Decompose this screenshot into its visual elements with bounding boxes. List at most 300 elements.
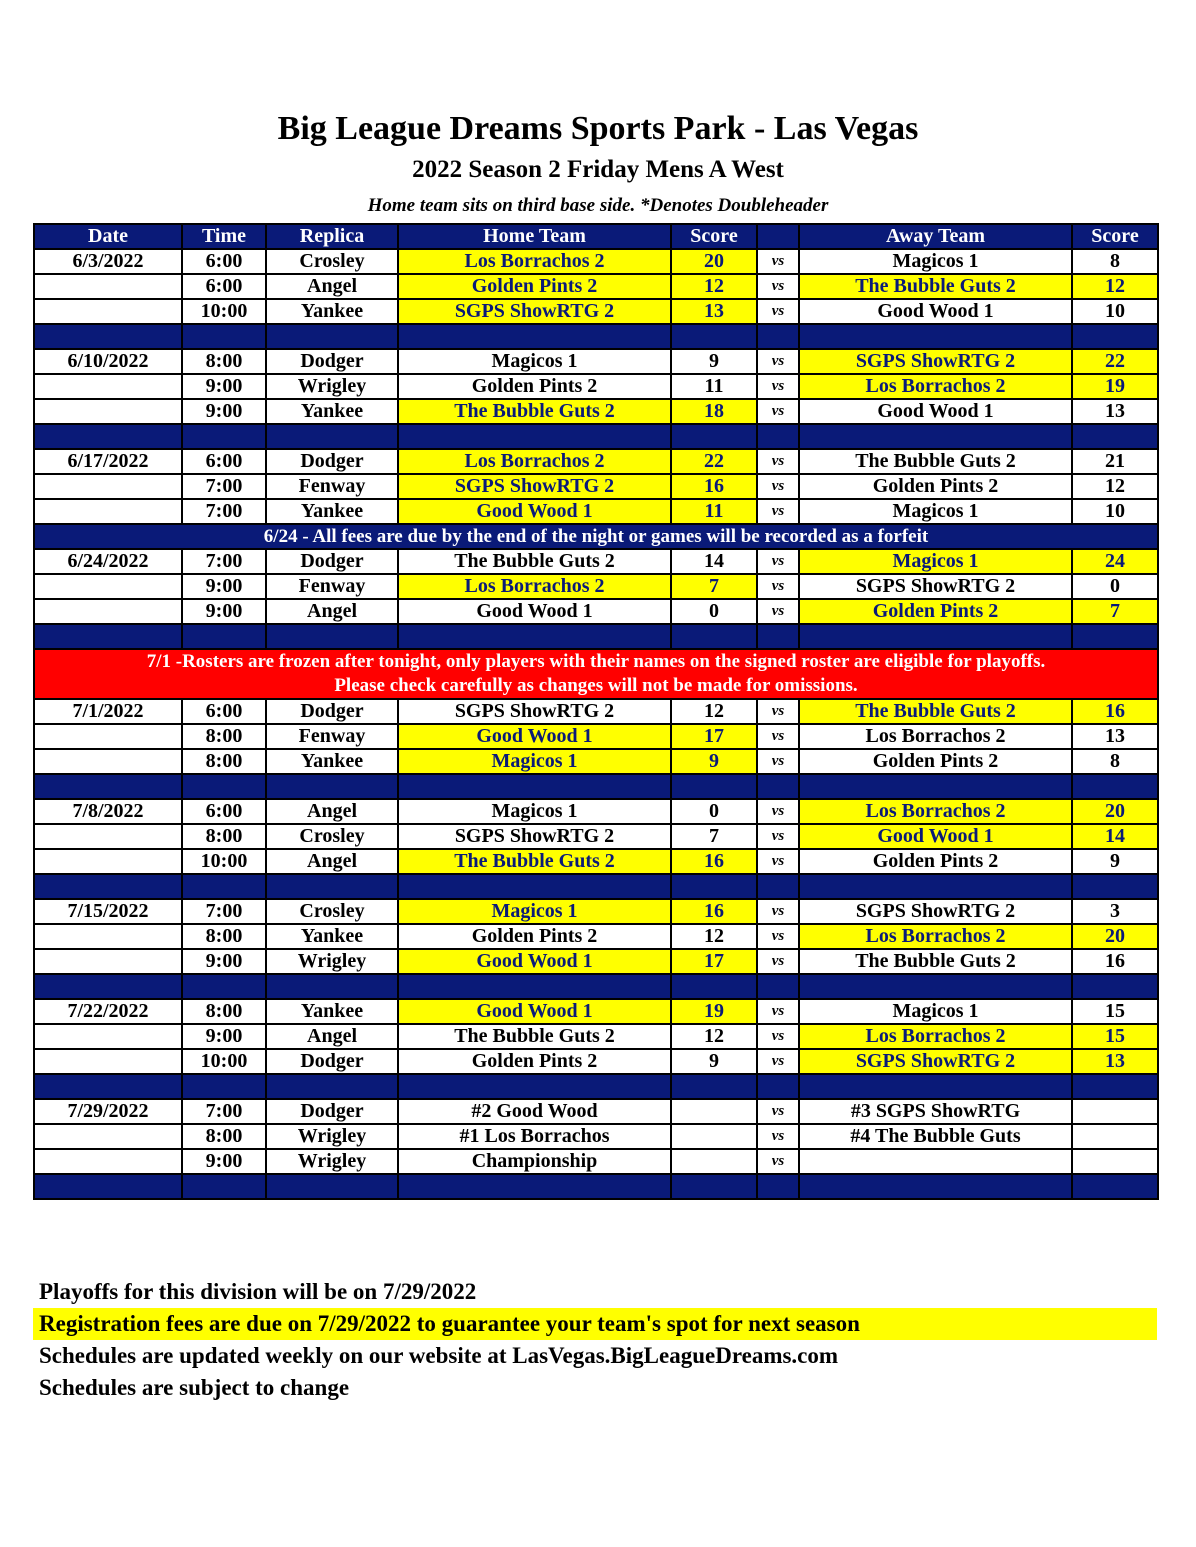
away-score-cell: 14 [1072,824,1158,849]
spacer-cell [757,974,799,999]
table-row [34,399,1158,424]
home-score-cell: 16 [671,849,757,874]
away-score-cell: 8 [1072,249,1158,274]
time-cell: 9:00 [182,949,266,974]
away-team-cell: Magicos 1 [799,499,1072,524]
away-team-cell: Good Wood 1 [799,824,1072,849]
spacer-cell [398,324,671,349]
home-score-cell: 11 [671,374,757,399]
date-cell [34,299,182,324]
away-team-cell: Golden Pints 2 [799,849,1072,874]
away-score-cell: 21 [1072,449,1158,474]
home-team-cell: #2 Good Wood [398,1099,671,1124]
spacer-cell [671,324,757,349]
away-score-cell [1072,1099,1158,1124]
home-score-cell: 12 [671,274,757,299]
home-team-cell: Good Wood 1 [398,724,671,749]
away-score-cell [1072,1124,1158,1149]
table-row [34,374,1158,399]
time-cell: 9:00 [182,599,266,624]
page-title: Big League Dreams Sports Park - Las Vegas [277,110,919,147]
vs-cell: vs [757,274,799,299]
spacer-cell [671,1174,757,1199]
schedule-table [33,223,1159,1200]
home-team-cell: The Bubble Guts 2 [398,399,671,424]
time-cell: 8:00 [182,924,266,949]
home-team-cell: The Bubble Guts 2 [398,1024,671,1049]
replica-cell: Wrigley [266,374,398,399]
date-cell [34,1024,182,1049]
date-cell: 6/10/2022 [34,349,182,374]
alert-row [34,649,1158,699]
replica-cell: Fenway [266,724,398,749]
table-row [34,549,1158,574]
date-cell [34,574,182,599]
date-cell [34,374,182,399]
date-cell [34,924,182,949]
spacer-cell [398,974,671,999]
table-row [34,849,1158,874]
away-team-cell: Good Wood 1 [799,299,1072,324]
date-cell [34,949,182,974]
table-row [34,574,1158,599]
spacer-cell [1072,874,1158,899]
replica-cell: Fenway [266,574,398,599]
time-cell: 7:00 [182,499,266,524]
away-score-cell: 13 [1072,724,1158,749]
away-score-cell: 3 [1072,899,1158,924]
home-team-cell: Golden Pints 2 [398,1049,671,1074]
time-cell: 6:00 [182,799,266,824]
home-score-cell: 16 [671,474,757,499]
spacer-cell [34,1174,182,1199]
footer-highlight-note: Registration fees are due on 7/29/2022 to guarantee your team's spot for next season [33,1308,1157,1340]
vs-cell: vs [757,749,799,774]
footer-note: Schedules are subject to change [39,1375,350,1400]
time-cell: 9:00 [182,574,266,599]
spacer-row [34,624,1158,649]
away-team-cell: Magicos 1 [799,549,1072,574]
spacer-cell [1072,324,1158,349]
away-team-cell: SGPS ShowRTG 2 [799,1049,1072,1074]
table-row [34,699,1158,724]
replica-cell: Yankee [266,924,398,949]
away-score-cell: 7 [1072,599,1158,624]
table-row [34,749,1158,774]
time-cell: 9:00 [182,1149,266,1174]
date-cell: 6/17/2022 [34,449,182,474]
home-team-cell: Golden Pints 2 [398,924,671,949]
spacer-cell [799,324,1072,349]
vs-cell: vs [757,824,799,849]
date-cell [34,749,182,774]
vs-cell: vs [757,349,799,374]
time-cell: 6:00 [182,274,266,299]
page-subtitle: 2022 Season 2 Friday Mens A West [412,156,784,183]
home-team-cell: SGPS ShowRTG 2 [398,299,671,324]
away-team-cell: The Bubble Guts 2 [799,949,1072,974]
schedule-body [34,249,1158,1199]
spacer-row [34,324,1158,349]
home-score-cell: 7 [671,574,757,599]
home-score-cell: 20 [671,249,757,274]
spacer-cell [757,324,799,349]
spacer-cell [266,974,398,999]
time-cell: 8:00 [182,349,266,374]
time-cell: 6:00 [182,449,266,474]
spacer-cell [671,974,757,999]
spacer-cell [182,624,266,649]
vs-cell: vs [757,1024,799,1049]
spacer-row [34,1074,1158,1099]
replica-cell: Crosley [266,899,398,924]
home-score-cell: 0 [671,799,757,824]
time-cell: 7:00 [182,1099,266,1124]
replica-cell: Angel [266,599,398,624]
home-team-cell: SGPS ShowRTG 2 [398,699,671,724]
vs-cell: vs [757,1049,799,1074]
time-cell: 10:00 [182,299,266,324]
spacer-cell [671,774,757,799]
vs-cell: vs [757,399,799,424]
replica-cell: Crosley [266,824,398,849]
spacer-cell [757,424,799,449]
away-team-cell: Los Borrachos 2 [799,724,1072,749]
replica-cell: Dodger [266,1049,398,1074]
alert-line: 7/1 -Rosters are frozen after tonight, only players with their names on the signed roster are eligible for playoffs. [146,651,1046,672]
table-row [34,1049,1158,1074]
vs-cell: vs [757,999,799,1024]
table-row [34,499,1158,524]
spacer-cell [266,624,398,649]
away-team-cell: Golden Pints 2 [799,599,1072,624]
spacer-cell [398,624,671,649]
date-cell [34,474,182,499]
spacer-cell [266,424,398,449]
spacer-cell [757,624,799,649]
replica-cell: Crosley [266,249,398,274]
time-cell: 8:00 [182,749,266,774]
date-cell: 7/22/2022 [34,999,182,1024]
home-score-cell: 22 [671,449,757,474]
home-team-cell: Golden Pints 2 [398,374,671,399]
home-score-cell: 12 [671,924,757,949]
away-score-cell: 12 [1072,474,1158,499]
away-team-cell: The Bubble Guts 2 [799,449,1072,474]
date-cell [34,1124,182,1149]
vs-cell: vs [757,699,799,724]
spacer-cell [799,1174,1072,1199]
home-score-cell: 17 [671,724,757,749]
spacer-cell [34,1074,182,1099]
spacer-cell [757,1074,799,1099]
home-team-cell: Los Borrachos 2 [398,574,671,599]
time-cell: 9:00 [182,374,266,399]
away-team-cell: SGPS ShowRTG 2 [799,574,1072,599]
replica-cell: Dodger [266,699,398,724]
home-team-cell: Good Wood 1 [398,949,671,974]
replica-cell: Dodger [266,349,398,374]
spacer-cell [266,1174,398,1199]
home-score-cell: 9 [671,1049,757,1074]
vs-cell: vs [757,949,799,974]
away-team-cell: SGPS ShowRTG 2 [799,349,1072,374]
date-cell [34,849,182,874]
away-team-cell: Los Borrachos 2 [799,924,1072,949]
away-score-cell: 10 [1072,299,1158,324]
spacer-cell [799,424,1072,449]
col-header-time: Time [182,224,266,249]
spacer-cell [182,874,266,899]
date-cell [34,499,182,524]
away-score-cell: 16 [1072,699,1158,724]
spacer-cell [799,974,1072,999]
spacer-cell [34,324,182,349]
col-header-date: Date [34,224,182,249]
time-cell: 7:00 [182,899,266,924]
away-score-cell: 19 [1072,374,1158,399]
replica-cell: Angel [266,1024,398,1049]
spacer-cell [34,774,182,799]
home-team-cell: The Bubble Guts 2 [398,849,671,874]
spacer-cell [34,874,182,899]
vs-cell: vs [757,499,799,524]
vs-cell: vs [757,1124,799,1149]
table-row [34,474,1158,499]
home-team-cell: Los Borrachos 2 [398,249,671,274]
home-team-cell: Good Wood 1 [398,999,671,1024]
away-score-cell: 0 [1072,574,1158,599]
table-row [34,799,1158,824]
home-score-cell: 18 [671,399,757,424]
away-team-cell: Los Borrachos 2 [799,1024,1072,1049]
away-score-cell: 10 [1072,499,1158,524]
alert-line: Please check carefully as changes will not be made for omissions. [334,675,858,696]
home-score-cell: 9 [671,349,757,374]
spacer-cell [799,774,1072,799]
replica-cell: Yankee [266,499,398,524]
spacer-cell [757,874,799,899]
home-score-cell: 16 [671,899,757,924]
header-note: Home team sits on third base side. *Denotes Doubleheader [367,195,829,216]
spacer-cell [671,1074,757,1099]
table-row [34,449,1158,474]
replica-cell: Yankee [266,299,398,324]
away-score-cell: 15 [1072,999,1158,1024]
vs-cell: vs [757,924,799,949]
spacer-row [34,424,1158,449]
table-row [34,824,1158,849]
vs-cell: vs [757,1099,799,1124]
table-row [34,899,1158,924]
home-score-cell: 14 [671,549,757,574]
spacer-cell [671,424,757,449]
spacer-row [34,774,1158,799]
date-cell: 6/3/2022 [34,249,182,274]
away-team-cell: Magicos 1 [799,999,1072,1024]
replica-cell: Yankee [266,399,398,424]
table-row [34,299,1158,324]
replica-cell: Dodger [266,1099,398,1124]
spacer-cell [34,624,182,649]
home-team-cell: Championship [398,1149,671,1174]
home-score-cell: 7 [671,824,757,849]
away-team-cell: #3 SGPS ShowRTG [799,1099,1072,1124]
time-cell: 8:00 [182,1124,266,1149]
spacer-cell [1072,974,1158,999]
spacer-cell [799,624,1072,649]
notice-row [34,524,1158,549]
away-team-cell: Good Wood 1 [799,399,1072,424]
vs-cell: vs [757,474,799,499]
time-cell: 9:00 [182,1024,266,1049]
home-team-cell: Good Wood 1 [398,499,671,524]
home-team-cell: #1 Los Borrachos [398,1124,671,1149]
date-cell [34,1149,182,1174]
vs-cell: vs [757,799,799,824]
away-score-cell: 24 [1072,549,1158,574]
replica-cell: Wrigley [266,949,398,974]
away-team-cell: The Bubble Guts 2 [799,274,1072,299]
col-header-home-score: Score [671,224,757,249]
time-cell: 6:00 [182,699,266,724]
spacer-cell [182,774,266,799]
spacer-cell [182,1074,266,1099]
time-cell: 9:00 [182,399,266,424]
spacer-cell [799,1074,1072,1099]
table-header-row [34,224,1158,249]
table-row [34,924,1158,949]
away-score-cell: 15 [1072,1024,1158,1049]
spacer-cell [757,1174,799,1199]
home-score-cell: 12 [671,1024,757,1049]
vs-cell: vs [757,299,799,324]
spacer-cell [34,424,182,449]
table-row [34,249,1158,274]
away-score-cell: 13 [1072,1049,1158,1074]
vs-cell: vs [757,849,799,874]
col-header-replica: Replica [266,224,398,249]
home-score-cell: 19 [671,999,757,1024]
date-cell [34,1049,182,1074]
spacer-cell [182,1174,266,1199]
alert-text [34,649,1158,699]
away-score-cell: 20 [1072,924,1158,949]
spacer-cell [34,974,182,999]
spacer-cell [1072,774,1158,799]
spacer-cell [757,774,799,799]
vs-cell: vs [757,549,799,574]
away-score-cell: 20 [1072,799,1158,824]
replica-cell: Wrigley [266,1124,398,1149]
home-team-cell: Good Wood 1 [398,599,671,624]
spacer-cell [266,874,398,899]
away-score-cell: 13 [1072,399,1158,424]
home-score-cell: 12 [671,699,757,724]
spacer-cell [799,874,1072,899]
date-cell [34,274,182,299]
away-team-cell: The Bubble Guts 2 [799,699,1072,724]
table-row [34,724,1158,749]
home-score-cell [671,1099,757,1124]
replica-cell: Fenway [266,474,398,499]
date-cell: 6/24/2022 [34,549,182,574]
away-score-cell [1072,1149,1158,1174]
table-row [34,599,1158,624]
away-team-cell: Magicos 1 [799,249,1072,274]
col-header-vs [757,224,799,249]
spacer-cell [266,1074,398,1099]
replica-cell: Yankee [266,749,398,774]
time-cell: 8:00 [182,724,266,749]
col-header-home-team: Home Team [398,224,671,249]
home-team-cell: SGPS ShowRTG 2 [398,474,671,499]
date-cell [34,724,182,749]
home-score-cell: 0 [671,599,757,624]
away-team-cell: Golden Pints 2 [799,749,1072,774]
date-cell [34,399,182,424]
time-cell: 7:00 [182,549,266,574]
home-team-cell: Magicos 1 [398,899,671,924]
spacer-row [34,1174,1158,1199]
replica-cell: Angel [266,799,398,824]
date-cell: 7/15/2022 [34,899,182,924]
table-row [34,1124,1158,1149]
home-team-cell: Los Borrachos 2 [398,449,671,474]
spacer-cell [266,774,398,799]
spacer-cell [398,424,671,449]
spacer-cell [266,324,398,349]
spacer-cell [398,874,671,899]
vs-cell: vs [757,449,799,474]
vs-cell: vs [757,1149,799,1174]
table-row [34,1024,1158,1049]
home-team-cell: The Bubble Guts 2 [398,549,671,574]
replica-cell: Angel [266,849,398,874]
replica-cell: Dodger [266,549,398,574]
spacer-cell [398,1074,671,1099]
vs-cell: vs [757,374,799,399]
vs-cell: vs [757,249,799,274]
spacer-cell [1072,624,1158,649]
away-team-cell: SGPS ShowRTG 2 [799,899,1072,924]
home-score-cell [671,1124,757,1149]
vs-cell: vs [757,599,799,624]
table-row [34,1099,1158,1124]
date-cell: 7/8/2022 [34,799,182,824]
home-team-cell: Magicos 1 [398,349,671,374]
away-team-cell: #4 The Bubble Guts [799,1124,1072,1149]
away-score-cell: 9 [1072,849,1158,874]
time-cell: 7:00 [182,474,266,499]
time-cell: 8:00 [182,999,266,1024]
table-row [34,999,1158,1024]
away-score-cell: 16 [1072,949,1158,974]
home-team-cell: Golden Pints 2 [398,274,671,299]
spacer-cell [182,424,266,449]
vs-cell: vs [757,724,799,749]
vs-cell: vs [757,574,799,599]
replica-cell: Dodger [266,449,398,474]
spacer-row [34,974,1158,999]
notice-text: 6/24 - All fees are due by the end of the night or games will be recorded as a forfeit [34,524,1158,549]
footer-note: Playoffs for this division will be on 7/29/2022 [39,1279,477,1304]
spacer-cell [398,774,671,799]
table-row [34,949,1158,974]
home-team-cell: Magicos 1 [398,749,671,774]
away-team-cell: Los Borrachos 2 [799,374,1072,399]
table-row [34,349,1158,374]
